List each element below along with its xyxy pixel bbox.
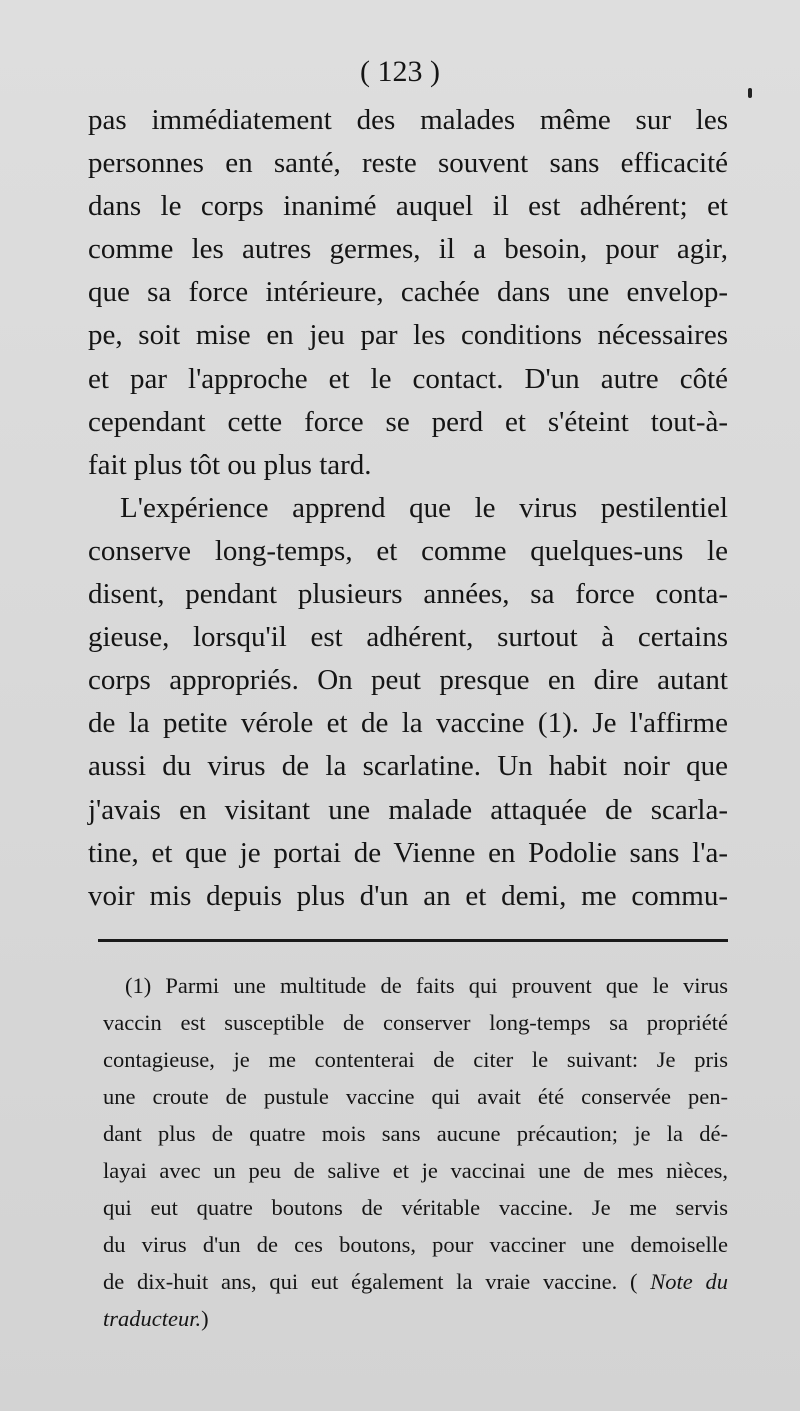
footnote-separator [98, 939, 728, 942]
footnote-line: qui eut quatre boutons de véritable vaccine. Je me servis [103, 1195, 728, 1220]
footnote-line-with-note [103, 1263, 728, 1300]
text-line: aussi du virus de la scarlatine. Un habit noir que [88, 750, 728, 783]
text-line: corps appropriés. On peut presque en dire autant [88, 664, 728, 697]
footnote [103, 967, 728, 1337]
text-line: tine, et que je portai de Vienne en Podolie sans l'a- [88, 836, 728, 869]
text-line: conserve long-temps, et comme quelques-uns le [88, 534, 728, 567]
text-line: j'avais en visitant une malade attaquée de scarla- [88, 793, 728, 826]
translator-note-label: Note du [650, 1269, 729, 1294]
footnote-line: vaccin est susceptible de conserver long-temps sa propriété [103, 1010, 728, 1035]
footnote-line: contagieuse, je me contenterai de citer le suivant: Je pris [103, 1047, 728, 1072]
text-line: personnes en santé, reste souvent sans efficacité [88, 147, 728, 180]
text-line: comme les autres germes, il a besoin, pour agir, [88, 233, 728, 266]
text-line: que sa force intérieure, cachée dans une envelop- [88, 276, 728, 309]
body-text [88, 99, 728, 918]
footnote-line: (1) Parmi une multitude de faits qui prouvent que le virus [125, 973, 728, 998]
text-line: voir mis depuis plus d'un an et demi, me commu- [88, 879, 728, 912]
page-number: ( 123 ) [360, 55, 440, 88]
footnote-line: layai avec un peu de salive et je vaccinai une de mes nièces, [103, 1158, 728, 1183]
footnote-line: une croute de pustule vaccine qui avait été conservée pen- [103, 1084, 728, 1109]
paragraph-start-line: L'expérience apprend que le virus pestilentiel [120, 491, 728, 524]
footnote-line: dant plus de quatre mois sans aucune précaution; je la dé- [103, 1121, 728, 1146]
text-line: et par l'approche et le contact. D'un autre côté [88, 362, 728, 395]
text-line: cependant cette force se perd et s'éteint tout-à- [88, 405, 728, 438]
text-line: fait plus tôt ou plus tard. [88, 448, 372, 481]
text-line: de la petite vérole et de la vaccine (1). Je l'affirme [88, 707, 728, 740]
translator-label: traducteur. [103, 1306, 202, 1331]
text-line: dans le corps inanimé auquel il est adhérent; et [88, 190, 728, 223]
text-line: disent, pendant plusieurs années, sa force conta- [88, 578, 728, 611]
text-line: pe, soit mise en jeu par les conditions nécessaires [88, 319, 728, 352]
text-line: pas immédiatement des malades même sur les [88, 104, 728, 136]
ink-speck [748, 88, 752, 98]
text-line: gieuse, lorsqu'il est adhérent, surtout à certains [88, 621, 728, 654]
closing-parenthesis: ) [201, 1306, 209, 1331]
footnote-last-line [103, 1300, 728, 1337]
footnote-line-text: de dix-huit ans, qui eut également la vraie vaccine. ( [103, 1269, 638, 1294]
footnote-line: du virus d'un de ces boutons, pour vacciner une demoiselle [103, 1232, 728, 1257]
